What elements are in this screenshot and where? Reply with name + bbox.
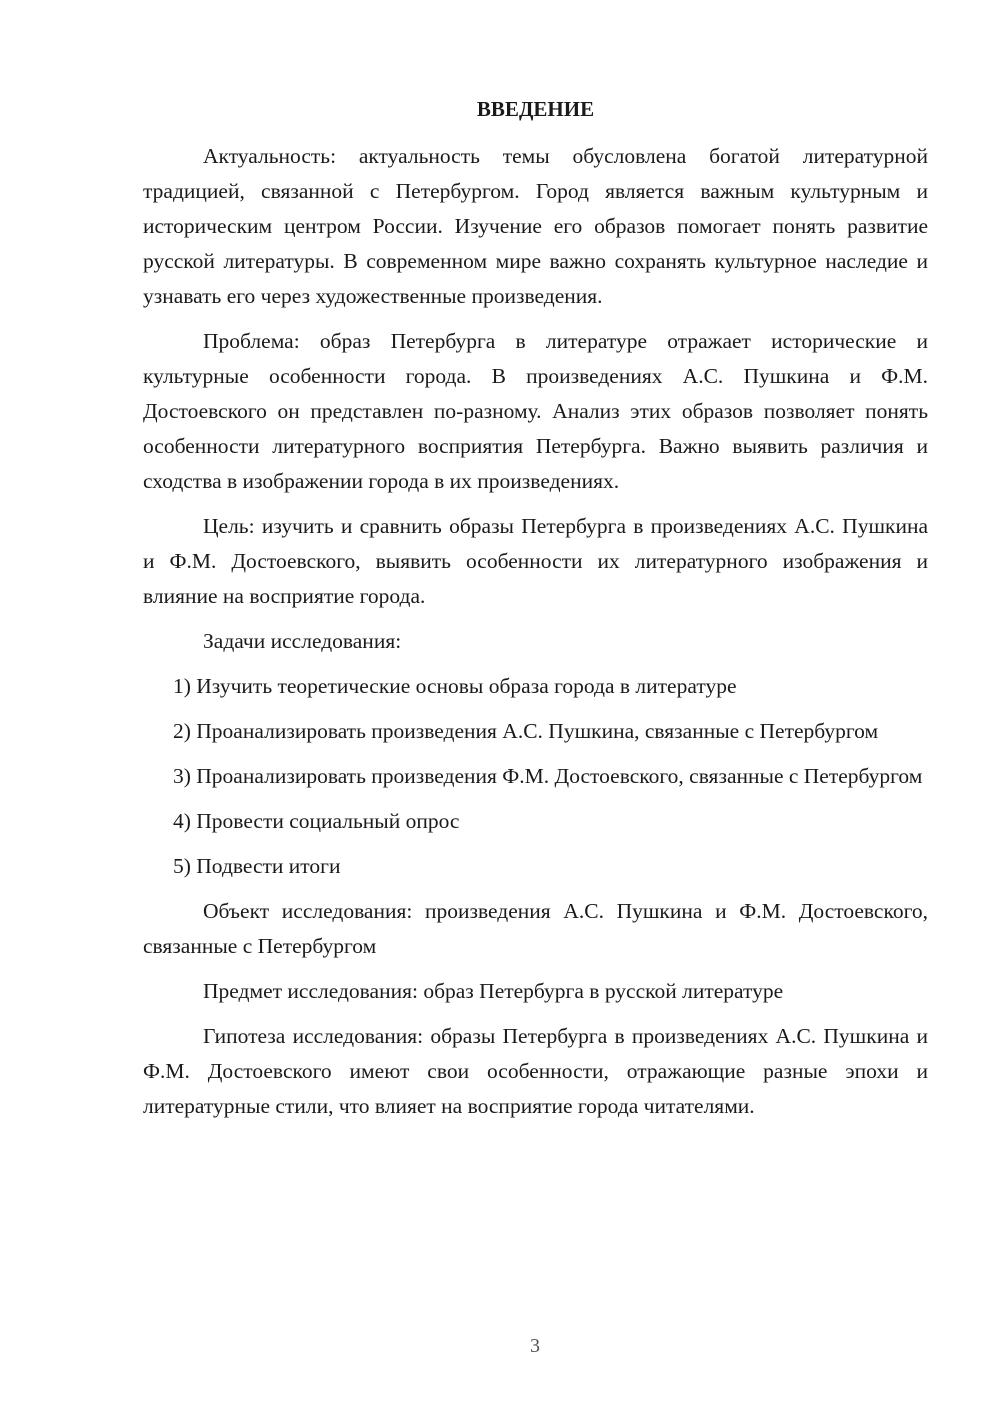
task-item: 1) Изучить теоретические основы образа города в литературе [173,674,737,698]
relevance-paragraph: Актуальность: актуальность темы обусловлена богатой литературной традицией, связанной с Петербургом. Город является важным культурным и историческим центром России. Изучение его образов помогает понять развитие русской литературы. В современном мире важно сохранять культурное наследие и узнавать его через художественные произведения. [143,144,928,308]
hypothesis-paragraph: Гипотеза исследования: образы Петербурга в произведениях А.С. Пушкина и Ф.М. Достоевского имеют свои особенности, отражающие разные эпохи и литературные стили, что влияет на восприятие города читателями. [143,1024,928,1118]
subject-paragraph: Предмет исследования: образ Петербурга в русской литературе [203,979,784,1003]
task-item: 2) Проанализировать произведения А.С. Пушкина, связанные с Петербургом [173,719,879,743]
section-title: ВВЕДЕНИЕ [476,97,595,121]
tasks-heading: Задачи исследования: [203,629,402,653]
problem-paragraph: Проблема: образ Петербурга в литературе отражает исторические и культурные особенности города. В произведениях А.С. Пушкина и Ф.М. Достоевского он представлен по-разному. Анализ этих образов позволяет понять особенности литературного восприятия Петербурга. Важно выявить различия и сходства в изображении города в их произведениях. [143,329,928,493]
object-paragraph: Объект исследования: произведения А.С. Пушкина и Ф.М. Достоевского, связанные с Петербургом [143,899,928,958]
task-item: 4) Провести социальный опрос [173,809,460,833]
task-item: 3) Проанализировать произведения Ф.М. Достоевского, связанные с Петербургом [173,764,923,788]
goal-paragraph: Цель: изучить и сравнить образы Петербурга в произведениях А.С. Пушкина и Ф.М. Достоевского, выявить особенности их литературного изображения и влияние на восприятие города. [143,514,928,608]
task-item: 5) Подвести итоги [173,854,341,878]
page-content [143,95,928,1134]
page-number: 3 [530,1335,540,1357]
